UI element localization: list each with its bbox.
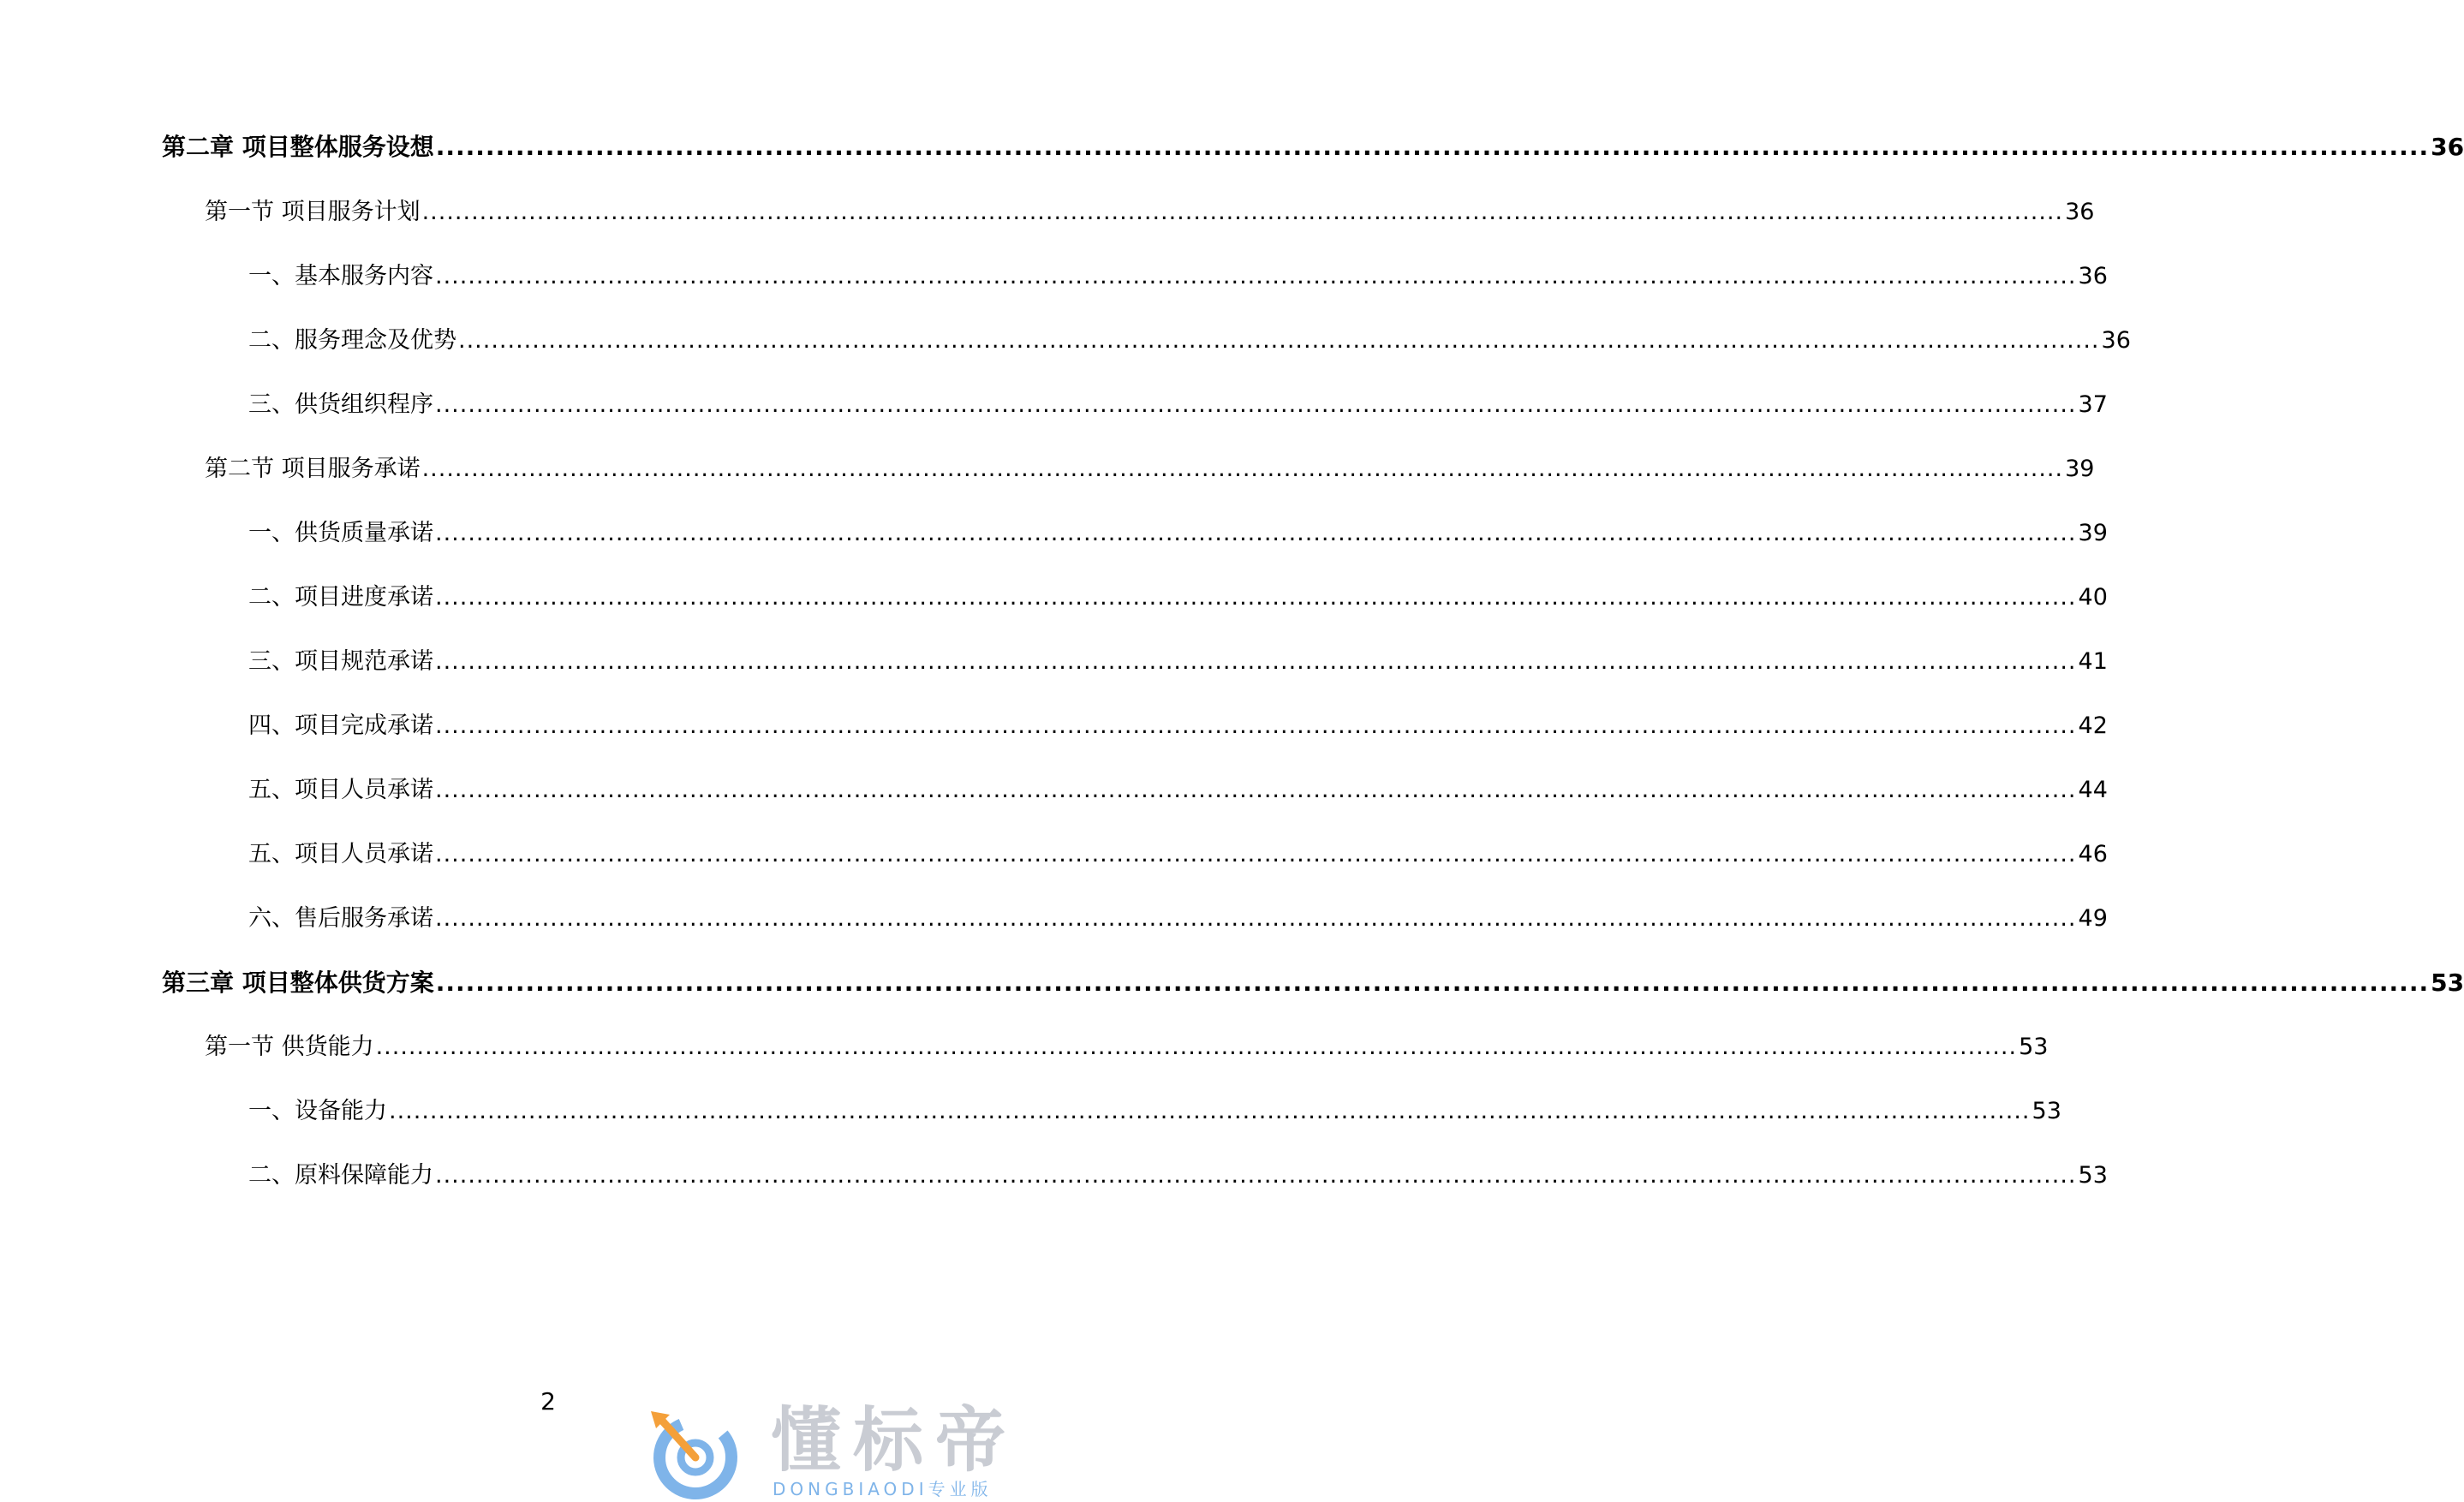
toc-dot-leader: ........................................................................................................................................................................................................ — [435, 584, 2077, 611]
toc-entry-title: 三、供货组织程序 — [248, 391, 433, 418]
toc-entry-page: 44 — [2078, 777, 2108, 803]
toc-entry[interactable] — [248, 583, 2108, 612]
toc-entry-title: 第一节 供货能力 — [205, 1034, 374, 1060]
watermark-brand: 懂标帝 — [771, 1400, 1018, 1481]
toc-dot-leader: ........................................................................................................................................................................................................ — [435, 391, 2077, 418]
toc-entry-page: 53 — [2431, 969, 2464, 997]
toc-entry[interactable] — [162, 133, 2464, 162]
toc-entry-page: 46 — [2078, 841, 2108, 867]
toc-entry[interactable] — [248, 904, 2108, 933]
toc-dot-leader: ........................................................................................................................................................................................................ — [421, 456, 2064, 482]
toc-entry-title: 三、项目规范承诺 — [248, 648, 433, 675]
toc-dot-leader: ........................................................................................................................................................................................................ — [389, 1098, 2031, 1124]
toc-dot-leader: ........................................................................................................................................................................................................ — [435, 841, 2077, 867]
toc-entry-page: 53 — [2019, 1034, 2049, 1060]
toc-entry-page: 41 — [2078, 648, 2108, 675]
toc-entry-title: 六、售后服务承诺 — [248, 905, 433, 932]
toc-entry-page: 36 — [2078, 263, 2108, 289]
toc-entry-title: 二、服务理念及优势 — [248, 327, 456, 354]
toc-dot-leader: ........................................................................................................................................................................................................ — [458, 327, 2100, 354]
toc-entry[interactable] — [248, 647, 2108, 676]
toc-dot-leader: ........................................................................................................................................................................................................ — [375, 1034, 2018, 1060]
toc-entry[interactable] — [248, 1161, 2108, 1190]
toc-entry-page: 40 — [2078, 584, 2108, 611]
toc-dot-leader: ........................................................................................................................................................................................................ — [435, 520, 2077, 546]
toc-entry-title: 五、项目人员承诺 — [248, 777, 433, 803]
toc-entry-page: 39 — [2078, 520, 2108, 546]
toc-entry[interactable] — [248, 776, 2108, 805]
toc-dot-leader: ........................................................................................................................................................................................................ — [435, 905, 2077, 932]
toc-dot-leader: ........................................................................................................................................................................................................ — [435, 969, 2430, 997]
toc-dot-leader: ........................................................................................................................................................................................................ — [435, 712, 2077, 739]
toc-entry-title: 二、原料保障能力 — [248, 1162, 433, 1189]
toc-entry-page: 36 — [2101, 327, 2131, 354]
toc-entry[interactable] — [248, 390, 2108, 420]
toc-entry[interactable] — [248, 840, 2108, 869]
toc-entry-title: 一、设备能力 — [248, 1098, 387, 1124]
target-arrow-logo-icon — [641, 1404, 743, 1500]
toc-entry-title: 一、基本服务内容 — [248, 263, 433, 289]
toc-dot-leader: ........................................................................................................................................................................................................ — [435, 263, 2077, 289]
toc-dot-leader: ........................................................................................................................................................................................................ — [435, 133, 2430, 161]
toc-entry[interactable] — [205, 455, 2095, 484]
toc-entry[interactable] — [162, 969, 2464, 998]
watermark-subtitle: DONGBIAODI专业版 — [773, 1479, 993, 1499]
toc-entry[interactable] — [248, 262, 2108, 291]
page-number: 2 — [540, 1387, 556, 1416]
toc-entry[interactable] — [248, 1097, 2061, 1126]
toc-entry-title: 二、项目进度承诺 — [248, 584, 433, 611]
toc-entry-page: 36 — [2065, 199, 2095, 225]
toc-entry-title: 第三章 项目整体供货方案 — [162, 969, 434, 997]
toc-entry-page: 53 — [2031, 1098, 2061, 1124]
toc-entry[interactable] — [248, 519, 2108, 548]
toc-dot-leader: ........................................................................................................................................................................................................ — [435, 1162, 2077, 1189]
toc-entry-page: 36 — [2431, 133, 2464, 161]
toc-entry-page: 42 — [2078, 712, 2108, 739]
toc-entry-page: 49 — [2078, 905, 2108, 932]
toc-dot-leader: ........................................................................................................................................................................................................ — [421, 199, 2064, 225]
toc-entry-title: 第一节 项目服务计划 — [205, 199, 421, 225]
toc-entry-title: 第二节 项目服务承诺 — [205, 456, 421, 482]
toc-entry-title: 四、项目完成承诺 — [248, 712, 433, 739]
watermark — [641, 1400, 1060, 1500]
toc-entry-page: 37 — [2078, 391, 2108, 418]
toc-dot-leader: ........................................................................................................................................................................................................ — [435, 777, 2077, 803]
toc-entry[interactable] — [248, 326, 2131, 355]
toc-dot-leader: ........................................................................................................................................................................................................ — [435, 648, 2077, 675]
toc-entry[interactable] — [205, 198, 2095, 227]
toc-entry-page: 39 — [2065, 456, 2095, 482]
toc-entry[interactable] — [205, 1033, 2049, 1062]
toc-entry[interactable] — [248, 712, 2108, 741]
toc-entry-title: 一、供货质量承诺 — [248, 520, 433, 546]
toc-entry-page: 53 — [2078, 1162, 2108, 1189]
toc-entry-title: 五、项目人员承诺 — [248, 841, 433, 867]
toc-entry-title: 第二章 项目整体服务设想 — [162, 133, 434, 161]
